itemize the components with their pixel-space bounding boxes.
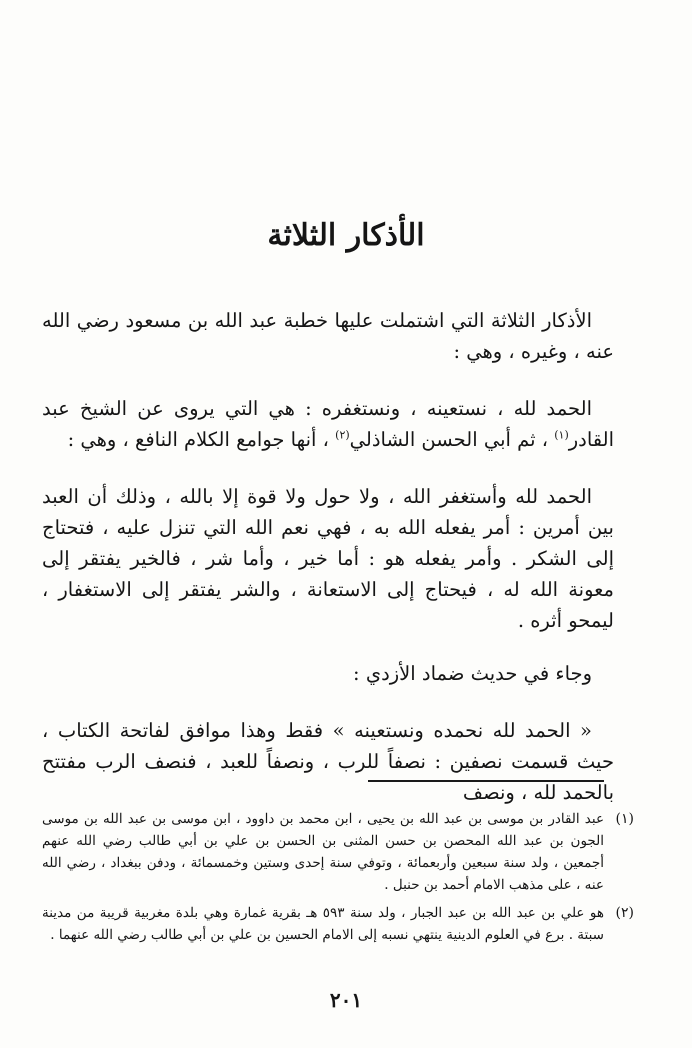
paragraph: « الحمد لله نحمده ونستعينه » فقط وهذا موافق لفاتحة الكتاب ، حيث قسمت نصفين : نصفاً للرب ، ونصفاً للعبد ، فنصف الرب مفتتح بالحمد لله ، ونصف bbox=[42, 719, 614, 804]
footnote-divider bbox=[368, 780, 604, 782]
paragraph: الحمد لله وأستغفر الله ، ولا حول ولا قوة إلا بالله ، وذلك أن العبد بين أمرين : أمر يفعله الله به ، فهي نعم الله التي تنزل عليه ، فتحتاج إلى الشكر . وأمر يفعله هو : أما خير ، وأما شر ، فالخير يفتقر إلى معونة الله له ، فيحتاج إلى الاستعانة ، والشر يفتقر إلى الاستغفار ، ليمحو أثره . bbox=[42, 485, 614, 632]
paragraph: وجاء في حديث ضماد الأزدي : bbox=[353, 662, 592, 685]
footnote-number: (٢) bbox=[615, 905, 634, 921]
page-title: الأذكار الثلاثة bbox=[267, 218, 425, 253]
footnote-text: عبد القادر بن موسى بن عبد الله بن يحيى ، ابن محمد بن داوود ، ابن موسى بن عبد الله بن موسى الجون بن عبد الله المحصن بن حسن المثنى بن الحسن بن علي بن أبي طالب رضي الله عنهم أجمعين ، ولد سنة سبعين وأربعمائة ، وتوفي سنة إحدى وستين وخمسمائة ، ودفن ببغداد ، رضي الله عنه ، على مذهب الامام أحمد بن حنبل . bbox=[42, 811, 604, 893]
footnote-number: (١) bbox=[615, 811, 634, 827]
footnote-text: هو علي بن عبد الله بن عبد الجبار ، ولد سنة ٥٩٣ هـ بقرية غمارة وهي بلدة مغربية قريبة من مدينة سبتة . برع في العلوم الدينية ينتهي نسبه إلى الامام الحسين بن علي بن أبي طالب رضي الله عنهما . bbox=[42, 905, 604, 943]
footnote bbox=[42, 808, 634, 896]
footnotes bbox=[42, 808, 634, 952]
footnote bbox=[42, 902, 634, 946]
paragraph-text: ، ثم أبي الحسن الشاذلي bbox=[349, 428, 555, 451]
paragraph-text: ، أنها جوامع الكلام النافع ، وهي : bbox=[67, 428, 336, 451]
main-text bbox=[42, 305, 614, 834]
page-number: ٢٠١ bbox=[329, 988, 363, 1012]
paragraph bbox=[42, 393, 614, 455]
footnote-ref-2[interactable]: (٢) bbox=[335, 428, 350, 442]
paragraph: الأذكار الثلاثة التي اشتملت عليها خطبة عبد الله بن مسعود رضي الله عنه ، وغيره ، وهي : bbox=[42, 309, 614, 363]
footnote-ref-1[interactable]: (١) bbox=[554, 428, 569, 442]
paragraph-text: الحمد لله ، نستعينه ، ونستغفره : هي التي يروى عن الشيخ عبد القادر bbox=[42, 397, 614, 451]
